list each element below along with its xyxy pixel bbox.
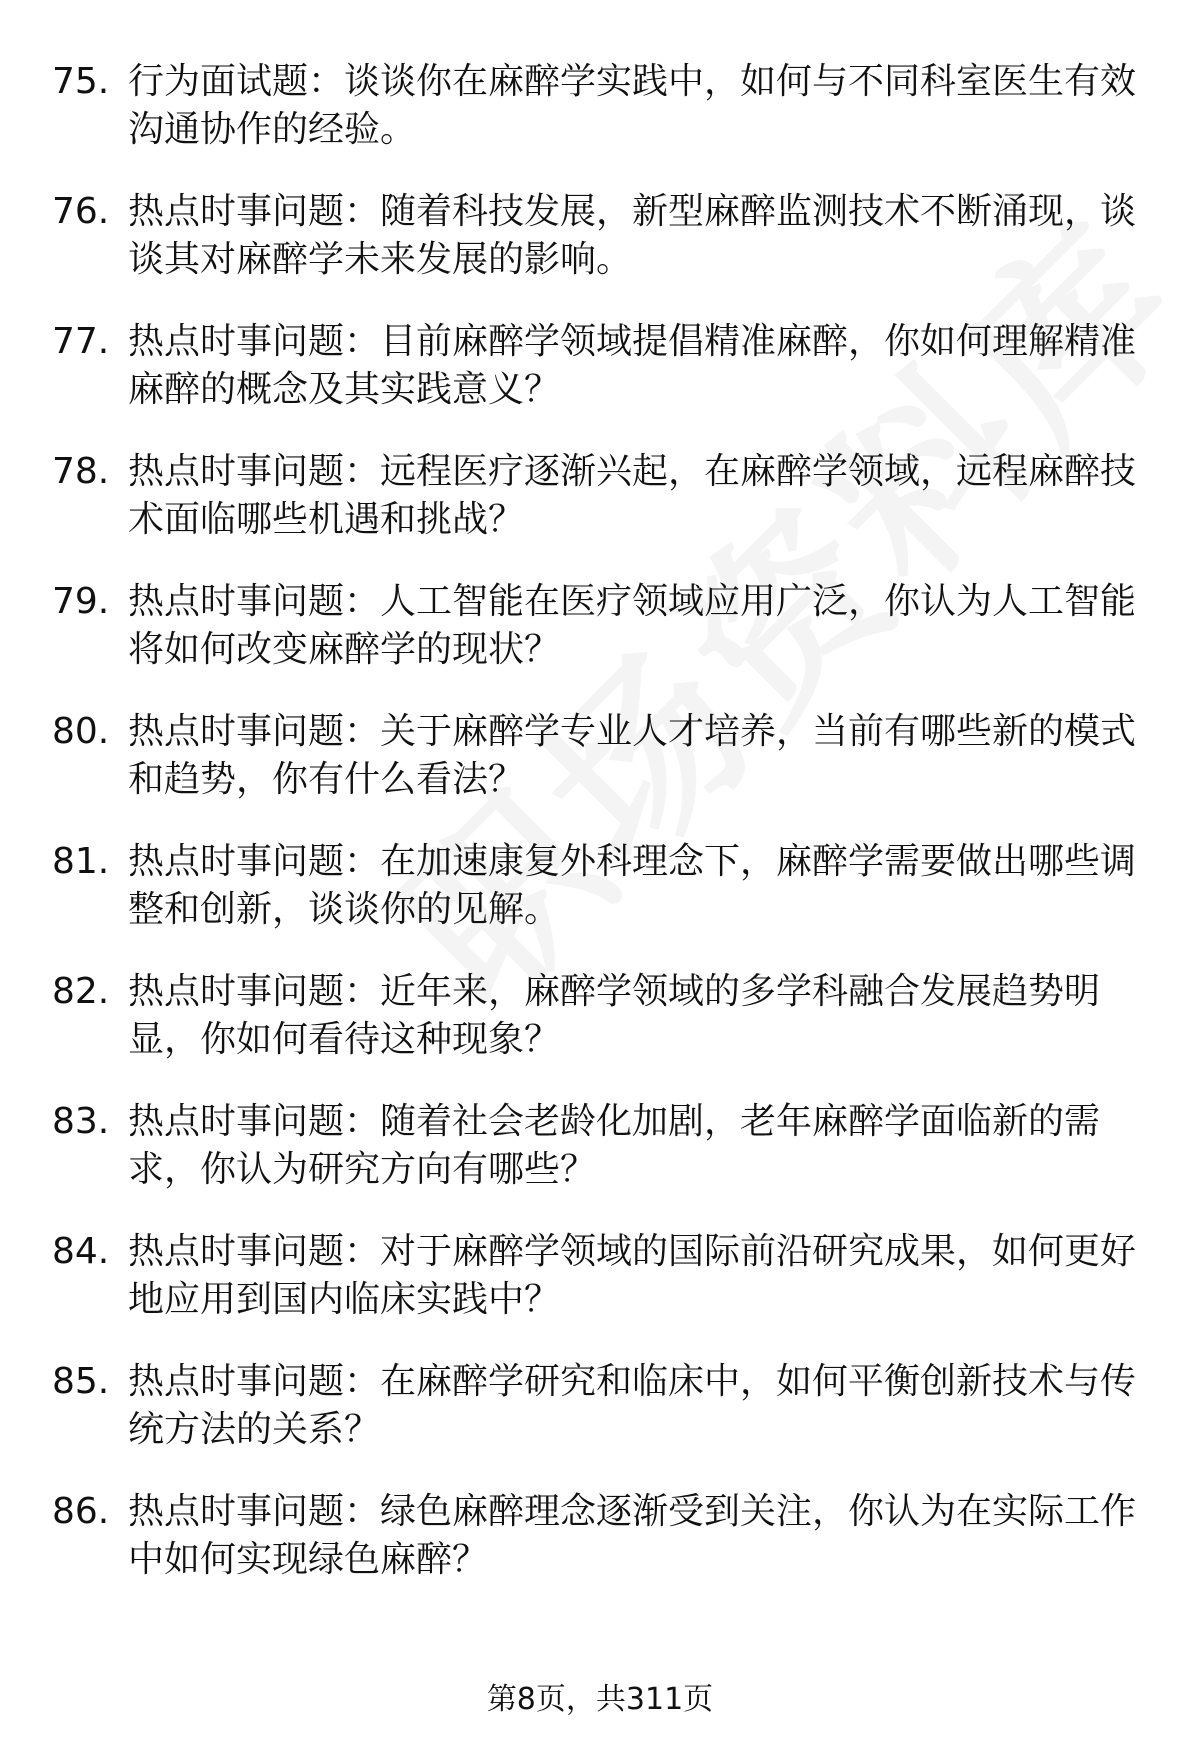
question-number: 80. — [52, 711, 110, 752]
page-footer: 第8页，共311页 — [486, 1682, 714, 1717]
question-number: 77. — [52, 321, 110, 362]
question-item — [52, 968, 1142, 1098]
question-text: 热点时事问题：绿色麻醉理念逐渐受到关注，你认为在实际工作中如何实现绿色麻醉？ — [128, 1491, 1137, 1580]
question-text: 热点时事问题：目前麻醉学领域提倡精准麻醉，你如何理解精准麻醉的概念及其实践意义？ — [128, 321, 1137, 410]
question-text: 热点时事问题：人工智能在医疗领域应用广泛，你认为人工智能将如何改变麻醉学的现状？ — [128, 581, 1137, 670]
question-item — [52, 1228, 1142, 1358]
question-list — [52, 58, 1142, 1618]
question-item — [52, 578, 1142, 708]
question-number: 83. — [52, 1101, 110, 1142]
question-text: 热点时事问题：随着科技发展，新型麻醉监测技术不断涌现，谈谈其对麻醉学未来发展的影响。 — [128, 191, 1137, 280]
question-number: 75. — [52, 61, 110, 102]
question-number: 78. — [52, 451, 110, 492]
question-text: 行为面试题：谈谈你在麻醉学实践中，如何与不同科室医生有效沟通协作的经验。 — [128, 61, 1137, 150]
question-item — [52, 1358, 1142, 1488]
question-number: 82. — [52, 971, 110, 1012]
question-item — [52, 1098, 1142, 1228]
question-text: 热点时事问题：近年来，麻醉学领域的多学科融合发展趋势明显，你如何看待这种现象？ — [128, 971, 1101, 1060]
question-item — [52, 708, 1142, 838]
question-text: 热点时事问题：关于麻醉学专业人才培养，当前有哪些新的模式和趋势，你有什么看法？ — [128, 711, 1137, 800]
question-text: 热点时事问题：在麻醉学研究和临床中，如何平衡创新技术与传统方法的关系？ — [128, 1361, 1137, 1450]
question-number: 84. — [52, 1231, 110, 1272]
question-number: 81. — [52, 841, 110, 882]
question-number: 76. — [52, 191, 110, 232]
question-item — [52, 448, 1142, 578]
question-text: 热点时事问题：远程医疗逐渐兴起，在麻醉学领域，远程麻醉技术面临哪些机遇和挑战？ — [128, 451, 1137, 540]
question-text: 热点时事问题：在加速康复外科理念下，麻醉学需要做出哪些调整和创新，谈谈你的见解。 — [128, 841, 1137, 930]
question-item — [52, 318, 1142, 448]
question-item — [52, 188, 1142, 318]
question-text: 热点时事问题：随着社会老龄化加剧，老年麻醉学面临新的需求，你认为研究方向有哪些？ — [128, 1101, 1101, 1190]
question-number: 79. — [52, 581, 110, 622]
question-item — [52, 58, 1142, 188]
question-text: 热点时事问题：对于麻醉学领域的国际前沿研究成果，如何更好地应用到国内临床实践中？ — [128, 1231, 1137, 1320]
question-item — [52, 838, 1142, 968]
question-number: 86. — [52, 1491, 110, 1532]
question-item — [52, 1488, 1142, 1618]
question-number: 85. — [52, 1361, 110, 1402]
